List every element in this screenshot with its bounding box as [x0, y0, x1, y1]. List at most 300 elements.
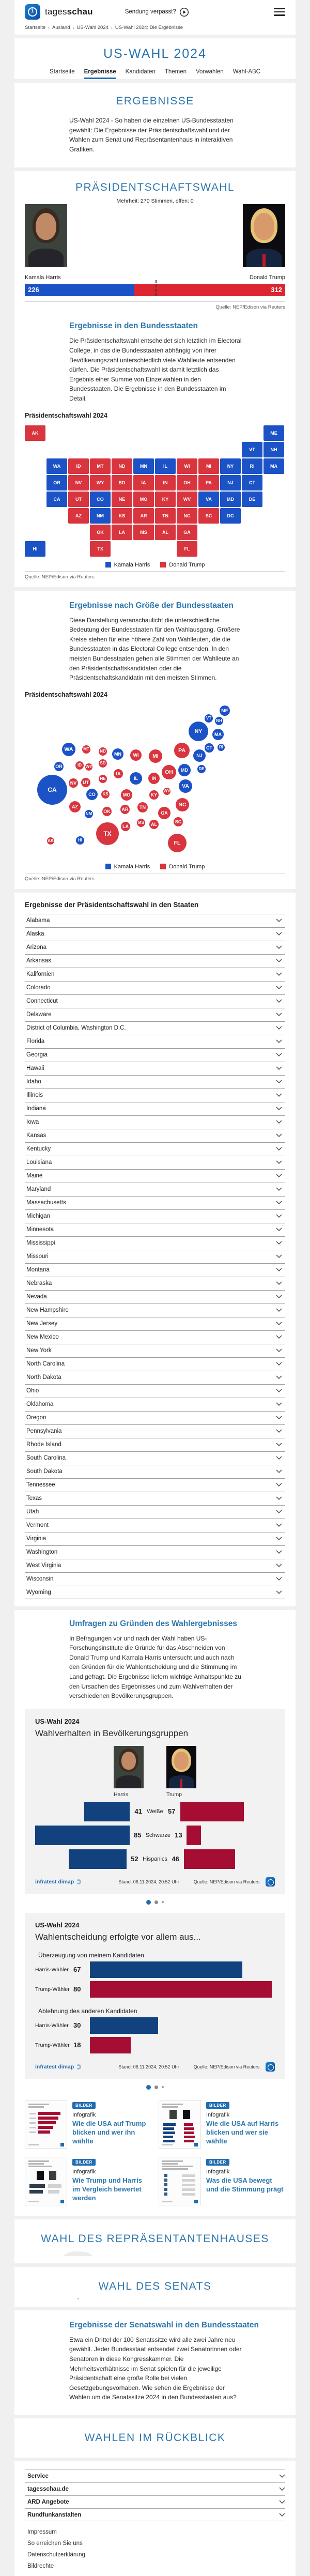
senate-results-heading[interactable]: Ergebnisse der Senatswahl in den Bundesstaaten — [69, 2320, 259, 2329]
chevron-down-icon — [276, 1053, 282, 1057]
state-name: Oregon — [26, 1415, 47, 1421]
harris-bar-area — [35, 1826, 130, 1845]
harris-bar — [90, 2017, 158, 2034]
carousel-dot[interactable] — [154, 2086, 158, 2089]
cartogram-state-KY[interactable]: KY — [149, 790, 159, 800]
breadcrumb-item[interactable]: Ausland — [52, 25, 70, 30]
cartogram-state-FL[interactable]: FL — [168, 834, 187, 852]
hamburger-menu-icon[interactable] — [274, 8, 285, 16]
map-state-VT[interactable]: VT — [242, 442, 262, 457]
state-accordion-row[interactable] — [25, 968, 285, 981]
map-state-WV[interactable]: WV — [177, 492, 197, 507]
retro-section — [14, 2418, 296, 2458]
state-accordion-row[interactable] — [25, 1035, 285, 1048]
chevron-down-icon — [276, 1496, 282, 1500]
card-kicker: US-Wahl 2024 — [35, 1921, 80, 1929]
trump-bar — [180, 1802, 244, 1821]
teaser-kicker: Infografik — [72, 2111, 96, 2118]
sendung-verpasst-link[interactable] — [125, 7, 189, 17]
card-footer — [35, 2062, 275, 2074]
cartogram-state-MD[interactable]: MD — [178, 764, 191, 776]
teaser-card[interactable] — [25, 2100, 151, 2149]
cartogram-state-OR[interactable]: OR — [54, 762, 64, 771]
cartogram-state-KS[interactable]: KS — [101, 790, 110, 799]
state-accordion-row[interactable] — [25, 1102, 285, 1115]
map-state-NY[interactable]: NY — [220, 458, 241, 474]
cartogram-state-CA[interactable]: CA — [37, 775, 67, 805]
thumb-graphic — [164, 2183, 167, 2186]
thumb-graphic — [163, 2132, 175, 2134]
cartogram-state-NV[interactable]: NV — [69, 778, 78, 788]
chevron-down-icon — [276, 932, 282, 936]
state-accordion-row[interactable] — [25, 1290, 285, 1304]
teaser-thumbnail — [25, 2100, 67, 2149]
breadcrumb-item[interactable]: US-Wahl 2024 — [76, 25, 109, 30]
state-accordion-row[interactable] — [25, 1371, 285, 1384]
cartogram-state-AL[interactable]: AL — [149, 820, 159, 829]
state-accordion-row[interactable] — [25, 1263, 285, 1277]
cartogram-state-WV[interactable]: WV — [163, 788, 171, 795]
map-state-IL[interactable]: IL — [155, 458, 176, 474]
state-accordion-row[interactable] — [25, 1559, 285, 1572]
chevron-down-icon — [276, 1254, 282, 1259]
teaser-text — [206, 2157, 285, 2205]
cartogram-state-WA[interactable]: WA — [62, 743, 75, 756]
state-accordion-row[interactable] — [25, 1021, 285, 1035]
state-accordion-row[interactable] — [25, 1357, 285, 1371]
state-accordion-row[interactable] — [25, 1532, 285, 1545]
state-accordion-row[interactable] — [25, 1492, 285, 1505]
chevron-down-icon — [276, 1147, 282, 1151]
thumb-graphic — [182, 2193, 195, 2196]
carousel-dots[interactable] — [14, 2085, 296, 2090]
map-state-ME[interactable]: ME — [264, 425, 284, 441]
chevron-down-icon — [276, 1469, 282, 1474]
map-state-VA[interactable]: VA — [198, 492, 219, 507]
footer-accordion-row[interactable] — [25, 2482, 285, 2495]
state-name: Colorado — [26, 985, 51, 991]
cartogram-state-TX[interactable]: TX — [96, 822, 119, 845]
state-accordion-row[interactable] — [25, 1196, 285, 1209]
map-state-MT[interactable]: MT — [90, 458, 111, 474]
tab-ergebnisse[interactable]: Ergebnisse — [84, 69, 116, 79]
legend-label: Donald Trump — [169, 863, 205, 870]
state-accordion — [14, 914, 296, 1599]
state-accordion-row[interactable] — [25, 1088, 285, 1102]
state-accordion-row[interactable] — [25, 941, 285, 954]
map-state-GA[interactable]: GA — [177, 525, 197, 540]
trump-photo — [243, 204, 285, 267]
map-state-NJ[interactable]: NJ — [220, 475, 241, 490]
stand-note: Stand: 06.11.2024, 20:52 Uhr — [118, 1879, 179, 1884]
map-state-WY[interactable]: WY — [90, 475, 111, 490]
map-state-NV[interactable]: NV — [68, 475, 89, 490]
thumb-graphic — [162, 2163, 178, 2165]
tab-vorwahlen[interactable]: Vorwahlen — [196, 69, 224, 75]
teaser-text — [72, 2100, 151, 2149]
map-state-NM[interactable]: NM — [90, 508, 111, 524]
state-accordion-row[interactable] — [25, 1183, 285, 1196]
thumb-graphic — [162, 2166, 193, 2167]
state-name: Alaska — [26, 931, 44, 938]
state-name: Vermont — [26, 1522, 49, 1529]
map-state-TN[interactable]: TN — [155, 508, 176, 524]
thumb-graphic — [162, 2106, 178, 2108]
map-state-MS[interactable]: MS — [133, 525, 154, 540]
presidential-section — [14, 171, 296, 587]
brand-wordmark[interactable]: tagesschau — [45, 7, 93, 17]
legend-item — [105, 562, 150, 568]
voter-group-label: Trump-Wähler — [35, 1986, 70, 1992]
cartogram-state-SC[interactable]: SC — [174, 817, 183, 826]
map-state-TX[interactable]: TX — [90, 541, 111, 557]
state-accordion-row[interactable] — [25, 1398, 285, 1411]
loading-dot-graphic — [78, 2298, 79, 2299]
map-state-SC[interactable]: SC — [198, 508, 219, 524]
state-results-heading: Ergebnisse der Präsidentschaftswahl in den Staaten — [25, 900, 199, 909]
cartogram-state-MN[interactable]: MN — [112, 748, 123, 760]
tab-kandidaten[interactable]: Kandidaten — [125, 69, 156, 75]
breadcrumb-separator-icon: › — [72, 25, 74, 30]
state-name: Wisconsin — [26, 1576, 54, 1583]
chevron-down-icon — [276, 1268, 282, 1272]
thumb-graphic — [29, 2118, 36, 2119]
state-accordion-row[interactable] — [25, 1465, 285, 1478]
carousel-dot[interactable] — [162, 1901, 164, 1903]
chevron-down-icon — [276, 1416, 282, 1420]
reason-row — [35, 1981, 275, 1998]
breadcrumb-item[interactable]: US-Wahl 2024: Die Ergebnisse — [115, 25, 183, 30]
legend-item — [105, 864, 150, 870]
state-accordion-row[interactable] — [25, 1438, 285, 1451]
thumb-graphic — [194, 2200, 198, 2203]
state-accordion-row[interactable] — [25, 914, 285, 927]
state-name: Oklahoma — [26, 1401, 54, 1408]
map-state-FL[interactable]: FL — [177, 541, 197, 557]
carousel-dot[interactable] — [162, 2086, 164, 2088]
carousel-dots[interactable] — [14, 1900, 296, 1905]
map-state-IA[interactable]: IA — [133, 475, 154, 490]
cartogram-state-IN[interactable]: IN — [148, 773, 160, 784]
footer-link[interactable]: So erreichen Sie uns — [27, 2540, 83, 2547]
chevron-down-icon — [276, 1537, 282, 1541]
footer-link[interactable]: Impressum — [27, 2529, 57, 2535]
tagesschau-logo-icon[interactable] — [25, 4, 40, 20]
map-state-WA[interactable]: WA — [47, 458, 67, 474]
footer-accordion-row[interactable] — [25, 2508, 285, 2521]
us-states-map — [25, 425, 285, 558]
chevron-down-icon — [276, 1308, 282, 1312]
thumb-graphic — [164, 2174, 167, 2177]
footer-link[interactable]: Bildrechte — [27, 2563, 54, 2569]
map-state-DC[interactable]: DC — [220, 508, 241, 524]
state-accordion-row[interactable] — [25, 1545, 285, 1559]
state-accordion-row[interactable] — [25, 1169, 285, 1183]
state-accordion-row[interactable] — [25, 1317, 285, 1330]
teaser-card[interactable] — [159, 2157, 285, 2205]
voter-group-label: Trump-Wähler — [35, 2042, 70, 2048]
map-state-UT[interactable]: UT — [68, 492, 89, 507]
cartogram-state-DE[interactable]: DE — [197, 765, 206, 773]
cartogram-state-VA[interactable]: VA — [179, 779, 192, 793]
map-state-AR[interactable]: AR — [133, 508, 154, 524]
map-state-AK[interactable]: AK — [25, 425, 45, 441]
legend-swatch — [105, 864, 111, 869]
map-state-AL[interactable]: AL — [155, 525, 176, 540]
state-accordion-row[interactable] — [25, 1156, 285, 1169]
polls-subheading[interactable]: Umfragen zu Gründen des Wahlergebnisses — [69, 1619, 237, 1628]
map-state-CO[interactable]: CO — [90, 492, 111, 507]
cartogram-state-WI[interactable]: WI — [130, 749, 142, 761]
trump-name: Donald Trump — [249, 274, 285, 281]
cartogram-state-NH[interactable]: NH — [215, 717, 223, 725]
state-accordion-row[interactable] — [25, 1142, 285, 1156]
thumb-graphic — [28, 2163, 44, 2165]
harris-bar — [35, 1826, 130, 1845]
chevron-down-icon — [276, 1120, 282, 1124]
map-state-MD[interactable]: MD — [220, 492, 241, 507]
intro-heading: ERGEBNISSE — [116, 95, 194, 107]
state-accordion-row[interactable] — [25, 1451, 285, 1465]
cartogram-state-CT[interactable]: CT — [205, 743, 214, 753]
map-state-IN[interactable]: IN — [155, 475, 176, 490]
cartogram-state-ID[interactable]: ID — [75, 761, 84, 770]
poll-card-demographics — [25, 1709, 285, 1894]
cartogram-state-WY[interactable]: WY — [85, 763, 92, 771]
state-accordion-row[interactable] — [25, 1250, 285, 1263]
chevron-down-icon — [276, 1456, 282, 1460]
cartogram-state-NY[interactable]: NY — [189, 722, 208, 741]
teaser-title[interactable]: Wie Trump und Harris im Vergleich bewertet werden — [72, 2176, 142, 2202]
cartogram-state-CO[interactable]: CO — [86, 789, 98, 800]
state-accordion-row[interactable] — [25, 994, 285, 1008]
chevron-down-icon — [276, 1066, 282, 1070]
teaser-title[interactable]: Wie die USA auf Harris blicken und wer sie wählte — [206, 2119, 279, 2145]
chevron-down-icon — [276, 1026, 282, 1030]
cartogram-state-NC[interactable]: NC — [176, 798, 189, 811]
state-accordion-row[interactable] — [25, 1048, 285, 1062]
state-accordion-row[interactable] — [25, 1572, 285, 1586]
state-accordion-row[interactable] — [25, 1075, 285, 1088]
teaser-title[interactable]: Wie die USA auf Trump blicken und wer ihn wählte — [72, 2119, 146, 2145]
state-accordion-row[interactable] — [25, 1384, 285, 1398]
cartogram-state-IA[interactable]: IA — [114, 769, 123, 778]
cartogram-state-AK[interactable]: AK — [47, 837, 54, 845]
map-state-ND[interactable]: ND — [112, 458, 132, 474]
map-state-PA[interactable]: PA — [198, 475, 219, 490]
state-name: Maryland — [26, 1186, 51, 1193]
hero-section — [14, 38, 296, 79]
map-state-KY[interactable]: KY — [155, 492, 176, 507]
chevron-down-icon — [279, 2500, 285, 2504]
senate-heading: WAHL DES SENATS — [98, 2280, 212, 2292]
chevron-down-icon — [276, 1577, 282, 1581]
map-state-ID[interactable]: ID — [68, 458, 89, 474]
state-accordion-row[interactable] — [25, 1330, 285, 1344]
tagesschau-mini-logo — [266, 2062, 275, 2072]
senate-results-section — [14, 2310, 296, 2415]
map-state-WI[interactable]: WI — [177, 458, 197, 474]
polls-section — [14, 1610, 296, 2216]
sendung-verpasst-label: Sendung verpasst? — [125, 9, 176, 15]
state-accordion-row[interactable] — [25, 1478, 285, 1492]
cartogram-state-VT[interactable]: VT — [205, 714, 213, 723]
map-state-CA[interactable]: CA — [47, 492, 67, 507]
breadcrumb-item[interactable]: Startseite — [25, 25, 46, 30]
states-subheading[interactable]: Ergebnisse in den Bundesstaaten — [69, 321, 198, 331]
chevron-down-icon — [279, 2474, 285, 2478]
chevron-down-icon — [276, 945, 282, 949]
reason-value: 30 — [73, 2021, 81, 2030]
map-state-MO[interactable]: MO — [133, 492, 154, 507]
cartogram-state-GA[interactable]: GA — [158, 807, 171, 819]
map-state-SD[interactable]: SD — [112, 475, 132, 490]
footer-link[interactable]: Datenschutzerklärung — [27, 2552, 85, 2558]
legend-item — [160, 864, 205, 870]
play-icon[interactable] — [179, 7, 189, 17]
chevron-down-icon — [276, 918, 282, 923]
chevron-down-icon — [276, 999, 282, 1003]
cartogram-state-AZ[interactable]: AZ — [69, 801, 81, 812]
state-accordion-row[interactable] — [25, 1115, 285, 1129]
cartogram-state-SD[interactable]: SD — [99, 759, 107, 768]
map-state-DE[interactable]: DE — [242, 492, 262, 507]
state-results-section — [14, 893, 296, 1606]
cartogram-state-OK[interactable]: OK — [102, 807, 112, 816]
carousel-dot[interactable] — [154, 1900, 158, 1904]
cartogram-state-HI[interactable]: HI — [76, 836, 84, 845]
state-accordion-row[interactable] — [25, 1411, 285, 1424]
cartogram-state-MT[interactable]: MT — [82, 745, 90, 754]
cartogram-state-RI[interactable]: RI — [218, 744, 225, 751]
cartogram-state-MI[interactable]: MI — [149, 749, 162, 763]
state-accordion-row[interactable] — [25, 1344, 285, 1357]
cartogram-state-ME[interactable]: ME — [220, 706, 230, 716]
map-state-NE[interactable]: NE — [112, 492, 132, 507]
map-state-MN[interactable]: MN — [133, 458, 154, 474]
tab-themen[interactable]: Themen — [164, 69, 187, 75]
state-accordion-row[interactable] — [25, 1129, 285, 1142]
state-accordion-row[interactable] — [25, 1236, 285, 1250]
state-accordion-row[interactable] — [25, 1223, 285, 1236]
thumb-graphic — [163, 2127, 174, 2130]
cartogram-state-IL[interactable]: IL — [130, 772, 142, 785]
state-accordion-row[interactable] — [25, 1008, 285, 1021]
cartogram-state-UT[interactable]: UT — [81, 778, 90, 787]
state-accordion-row[interactable] — [25, 981, 285, 994]
teaser-title[interactable]: Was die USA bewegt und die Stimmung prägt — [206, 2176, 284, 2193]
cartogram-state-LA[interactable]: LA — [121, 822, 130, 831]
state-name: New Hampshire — [26, 1307, 69, 1314]
map-state-RI[interactable]: RI — [242, 458, 262, 474]
tab-wahl-abc[interactable]: Wahl-ABC — [233, 69, 260, 75]
cartogram-state-NE[interactable]: NE — [99, 775, 107, 783]
cartogram-source: Quelle: NEP/Edison via Reuters — [25, 873, 285, 889]
state-accordion-row[interactable] — [25, 1424, 285, 1438]
state-name: North Carolina — [26, 1361, 65, 1368]
harris-bar — [69, 1849, 127, 1869]
thumb-graphic — [48, 2190, 59, 2194]
state-accordion-row[interactable] — [25, 927, 285, 941]
card-title: Wahlverhalten in Bevölkerungsgruppen — [35, 1728, 189, 1738]
map-state-OK[interactable]: OK — [90, 525, 111, 540]
map-state-AZ[interactable]: AZ — [68, 508, 89, 524]
state-accordion-row[interactable] — [25, 1277, 285, 1290]
teaser-card[interactable] — [159, 2100, 285, 2149]
map-state-KS[interactable]: KS — [112, 508, 132, 524]
state-name: North Dakota — [26, 1374, 61, 1381]
cartogram-state-AR[interactable]: AR — [120, 805, 130, 814]
footer-accordion-row[interactable] — [25, 2470, 285, 2482]
thumb-graphic — [164, 2188, 167, 2191]
map-state-MI[interactable]: MI — [198, 458, 219, 474]
state-accordion-row[interactable] — [25, 1209, 285, 1223]
cartogram-state-MA[interactable]: MA — [212, 729, 224, 740]
loading-arc-graphic — [64, 2251, 92, 2256]
cartogram-state-PA[interactable]: PA — [174, 743, 190, 758]
state-name: Connecticut — [26, 998, 58, 1005]
map-state-CT[interactable]: CT — [242, 475, 262, 490]
cartogram-state-NJ[interactable]: NJ — [193, 749, 206, 762]
map-state-OH[interactable]: OH — [177, 475, 197, 490]
voter-group-label: Harris-Wähler — [35, 2022, 69, 2029]
footer-accordion-row[interactable] — [25, 2495, 285, 2508]
state-accordion-row[interactable] — [25, 1505, 285, 1519]
chevron-down-icon — [276, 1550, 282, 1554]
cartogram-state-TN[interactable]: TN — [137, 802, 148, 812]
cartogram-state-ND[interactable]: ND — [99, 747, 107, 756]
teaser-text — [206, 2100, 285, 2149]
state-accordion-row[interactable] — [25, 1519, 285, 1532]
state-name: Michigan — [26, 1213, 51, 1220]
tab-startseite[interactable]: Startseite — [50, 69, 75, 75]
chevron-down-icon — [276, 1201, 282, 1205]
harris-label: Harris — [114, 1791, 128, 1798]
teaser-card[interactable] — [25, 2157, 151, 2205]
map-chart-label: Präsidentschaftswahl 2024 — [25, 411, 107, 419]
map-state-HI[interactable]: HI — [25, 541, 45, 557]
map-state-MA[interactable]: MA — [264, 458, 284, 474]
trump-bar-area — [180, 1802, 275, 1821]
state-accordion-row[interactable] — [25, 954, 285, 968]
state-accordion-row[interactable] — [25, 1304, 285, 1317]
cartogram-state-OH[interactable]: OH — [162, 765, 176, 779]
group-label: Schwarze — [145, 1832, 171, 1838]
demographic-row — [35, 1849, 275, 1869]
carousel-dot-active[interactable] — [146, 2085, 151, 2090]
map-state-LA[interactable]: LA — [112, 525, 132, 540]
cartogram-state-NM[interactable]: NM — [85, 810, 93, 818]
state-accordion-row[interactable] — [25, 1062, 285, 1075]
state-accordion-row[interactable] — [25, 1586, 285, 1599]
carousel-dot-active[interactable] — [146, 1900, 151, 1905]
chevron-down-icon — [276, 1362, 282, 1366]
map-state-NC[interactable]: NC — [177, 508, 197, 524]
chevron-down-icon — [276, 972, 282, 976]
trump-value: 13 — [175, 1831, 182, 1839]
cartogram-chart-label: Präsidentschaftswahl 2024 — [25, 691, 107, 698]
map-state-OR[interactable]: OR — [47, 475, 67, 490]
cartogram-state-MS[interactable]: MS — [137, 819, 145, 827]
cartogram-subheading[interactable]: Ergebnisse nach Größe der Bundesstaaten — [69, 601, 234, 610]
state-name: District of Columbia, Washington D.C. — [26, 1025, 126, 1032]
state-name: Indiana — [26, 1106, 46, 1112]
cartogram-state-MO[interactable]: MO — [121, 789, 132, 801]
infratest-dimap-logo: infratest dimap — [35, 1879, 81, 1885]
map-state-NH[interactable]: NH — [264, 442, 284, 457]
chevron-down-icon — [276, 1510, 282, 1514]
teaser-kicker: Infografik — [72, 2168, 96, 2175]
